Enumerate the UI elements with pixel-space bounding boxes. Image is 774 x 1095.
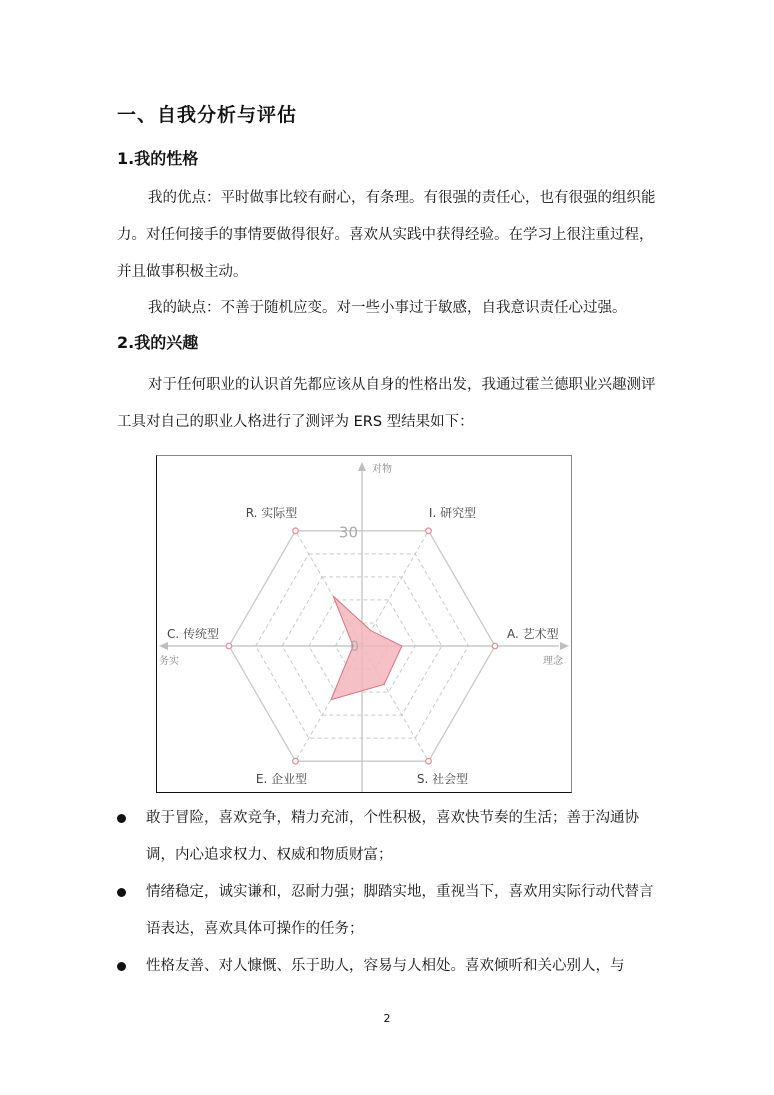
radar-svg <box>157 456 571 792</box>
holland-radar-chart <box>156 455 572 793</box>
bullet-text: 敢于冒险，喜欢竞争，精力充沛，个性积极，喜欢快节奏的生活；善于沟通协调，内心追求权力、权威和物质财富； <box>146 810 639 863</box>
radar-vertex <box>426 528 432 534</box>
radar-vertex <box>293 758 299 764</box>
bullet-item-1 <box>117 800 662 874</box>
section-title-interests: 2.我的兴趣 <box>117 333 199 352</box>
axis-label-left: 务实 <box>159 656 179 667</box>
page-number: 2 <box>383 1012 391 1025</box>
bullet-dot <box>117 962 126 971</box>
bullet-item-2 <box>117 874 662 948</box>
category-label-r: R. 实际型 <box>245 505 298 520</box>
horizontal-axis-arrow-right <box>560 642 569 650</box>
radar-vertex <box>293 528 299 534</box>
paragraph-weaknesses: 我的缺点：不善于随机应变。对一些小事过于敏感，自我意识责任心过强。 <box>148 300 627 316</box>
scale-max-label: 30 <box>338 523 358 542</box>
radar-vertex <box>426 758 432 764</box>
radar-spoke <box>362 531 429 646</box>
category-label-s: S. 社会型 <box>416 772 469 787</box>
category-label-c: C. 传统型 <box>166 627 219 641</box>
radar-vertex <box>226 643 232 649</box>
paragraph-interests: 对于任何职业的认识首先都应该从自身的性格出发，我通过霍兰德职业兴趣测评工具对自己的职业人格进行了测评为 ERS 型结果如下： <box>117 377 656 430</box>
axis-label-top: 对物 <box>372 464 392 475</box>
vertical-axis-arrow <box>358 462 366 471</box>
bullet-item-3 <box>117 948 662 985</box>
bullet-dot <box>117 888 126 897</box>
radar-data-area <box>331 596 402 700</box>
horizontal-axis-arrow-left <box>159 642 168 650</box>
radar-vertex <box>492 643 498 649</box>
category-label-i: I. 研究型 <box>428 505 477 520</box>
bullet-dot <box>117 814 126 823</box>
page-heading: 一、自我分析与评估 <box>117 104 298 126</box>
bullet-text: 性格友善、对人慷慨、乐于助人，容易与人相处。喜欢倾听和关心别人，与 <box>146 958 625 974</box>
axis-label-right: 理念 <box>543 656 563 667</box>
category-label-e: E. 企业型 <box>255 772 308 787</box>
paragraph-strengths: 我的优点：平时做事比较有耐心，有条理。有很强的责任心，也有很强的组织能力。对任何接手的事情要做得很好。喜欢从实践中获得经验。在学习上很注重过程，并且做事积极主动。 <box>117 190 656 280</box>
scale-min-label: 0 <box>350 639 359 655</box>
category-label-a: A. 艺术型 <box>507 627 559 641</box>
section-title-personality: 1.我的性格 <box>117 149 199 168</box>
bullet-text: 情绪稳定，诚实谦和，忍耐力强；脚踏实地，重视当下，喜欢用实际行动代替言语表达，喜欢具体可操作的任务； <box>146 884 654 937</box>
